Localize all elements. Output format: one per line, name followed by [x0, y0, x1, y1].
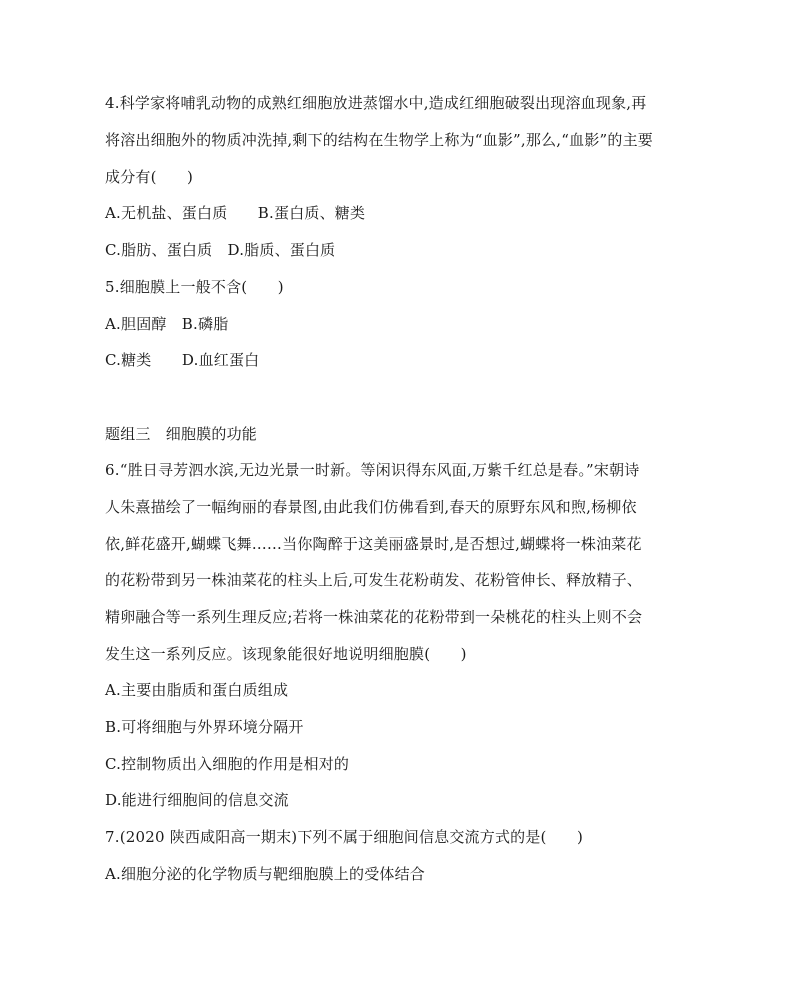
q7-stem: 7.(2020 陕西咸阳高一期末)下列不属于细胞间信息交流方式的是( ) — [105, 828, 584, 846]
q4-stem-line-2: 将溶出细胞外的物质冲洗掉,剩下的结构在生物学上称为“血影”,那么,“血影”的主要 — [105, 131, 653, 149]
q6-option-b: B.可将细胞与外界环境分隔开 — [105, 718, 304, 736]
q4-stem-line-3: 成分有( ) — [105, 168, 194, 186]
section-heading: 题组三 细胞膜的功能 — [105, 425, 258, 443]
q5-stem: 5.细胞膜上一般不含( ) — [105, 278, 284, 296]
q6-stem-line-6: 发生这一系列反应。该现象能很好地说明细胞膜( ) — [105, 645, 467, 663]
q6-stem-line-3: 依,鲜花盛开,蝴蝶飞舞……当你陶醉于这美丽盛景时,是否想过,蝴蝶将一株油菜花 — [105, 535, 642, 553]
q4-options-cd: C.脂肪、蛋白质 D.脂质、蛋白质 — [105, 241, 336, 259]
q5-options-ab: A.胆固醇 B.磷脂 — [105, 315, 229, 333]
q6-stem-line-5: 精卵融合等一系列生理反应;若将一株油菜花的花粉带到一朵桃花的柱头上则不会 — [105, 608, 643, 626]
q4-stem-line-1: 4.科学家将哺乳动物的成熟红细胞放进蒸馏水中,造成红细胞破裂出现溶血现象,再 — [105, 94, 647, 112]
q6-stem-line-1: 6.“胜日寻芳泗水滨,无边光景一时新。等闲识得东风面,万紫千红总是春。”宋朝诗 — [105, 461, 640, 479]
q6-stem-line-2: 人朱熹描绘了一幅绚丽的春景图,由此我们仿佛看到,春天的原野东风和煦,杨柳依 — [105, 498, 637, 516]
q4-options-ab: A.无机盐、蛋白质 B.蛋白质、糖类 — [105, 204, 366, 222]
q5-options-cd: C.糖类 D.血红蛋白 — [105, 351, 260, 369]
q6-option-d: D.能进行细胞间的信息交流 — [105, 791, 289, 809]
q6-option-a: A.主要由脂质和蛋白质组成 — [105, 681, 289, 699]
q7-option-a: A.细胞分泌的化学物质与靶细胞膜上的受体结合 — [105, 865, 426, 883]
q6-option-c: C.控制物质出入细胞的作用是相对的 — [105, 755, 350, 773]
q6-stem-line-4: 的花粉带到另一株油菜花的柱头上后,可发生花粉萌发、花粉管伸长、释放精子、 — [105, 571, 642, 589]
